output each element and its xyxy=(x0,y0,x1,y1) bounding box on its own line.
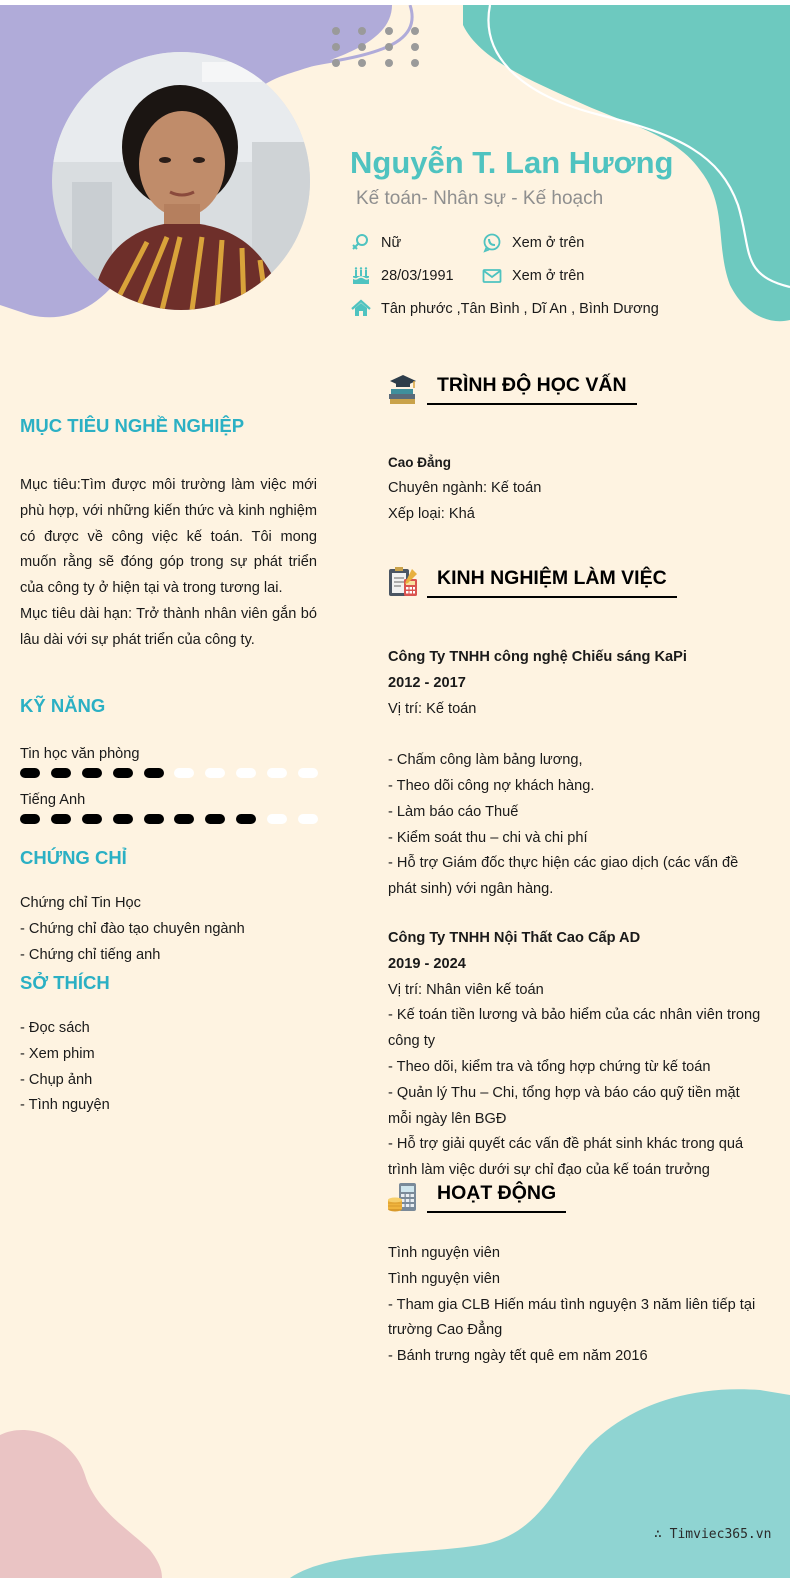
skill-segment-filled xyxy=(82,768,102,778)
skill-name: Tin học văn phòng xyxy=(20,746,140,762)
coins-calculator-icon xyxy=(386,1180,420,1214)
address-value: Tân phước ,Tân Bình , Dĩ An , Bình Dương xyxy=(381,301,659,317)
skill-segment-filled xyxy=(144,768,164,778)
skill-segment-empty xyxy=(236,768,256,778)
skill-segment-empty xyxy=(298,768,318,778)
job-duty: - Làm báo cáo Thuế xyxy=(388,803,519,820)
skill-level-bar xyxy=(20,814,318,824)
certificate-item: - Chứng chỉ đào tạo chuyên ngành xyxy=(20,920,245,937)
job-title: Kế toán- Nhân sự - Kế hoạch xyxy=(356,188,604,209)
objective-long-term: Mục tiêu dài hạn: Trở thành nhân viên gắn bó lâu dài với sự phát triển của công ty. xyxy=(20,605,317,648)
skill-segment-filled xyxy=(113,814,133,824)
hobbies-list xyxy=(20,1016,110,1119)
skill-segment-filled xyxy=(51,814,71,824)
skill-level-bar xyxy=(20,768,318,778)
skill-segment-filled xyxy=(51,768,71,778)
skill-segment-filled xyxy=(205,814,225,824)
skills-heading: KỸ NĂNG xyxy=(20,695,106,716)
gender-female-icon xyxy=(350,232,372,254)
experience-header xyxy=(386,565,677,599)
skill-segment-filled xyxy=(20,814,40,824)
birthday-cake-icon xyxy=(350,265,372,287)
envelope-icon xyxy=(481,265,503,287)
job-position: Vị trí: Kế toán xyxy=(388,700,477,717)
experience-heading: KINH NGHIỆM LÀM VIỆC xyxy=(427,567,677,598)
skill-segment-empty xyxy=(298,814,318,824)
hobby-item: - Chụp ảnh xyxy=(20,1071,93,1088)
candidate-name: Nguyễn T. Lan Hương xyxy=(350,145,674,180)
email-row xyxy=(481,265,584,287)
email-value: Xem ở trên xyxy=(512,268,585,284)
objective-short-term: Mục tiêu:Tìm được môi trường làm việc mới phù hợp, với những kiến thức và kinh nghiệm có được về công việc kế toán. Tôi mong muốn rằng sẽ đóng góp trong sự phát triển của công ty ở hiện tại và trong tương lai. xyxy=(20,477,317,597)
objective-text xyxy=(20,473,317,654)
job-position: Vị trí: Nhân viên kế toán xyxy=(388,981,544,998)
job-company: Công Ty TNHH công nghệ Chiếu sáng KaPi xyxy=(388,649,687,665)
job-duty: - Hỗ trợ giải quyết các vấn đề phát sinh khác trong quá trình làm việc dưới sự chỉ đạo của kế toán trưởng xyxy=(388,1136,744,1179)
activity-item: - Bánh trưng ngày tết quê em năm 2016 xyxy=(388,1348,648,1365)
certificate-item: Chứng chỉ Tin Học xyxy=(20,895,141,911)
education-heading: TRÌNH ĐỘ HỌC VẤN xyxy=(427,374,637,405)
skill-segment-empty xyxy=(174,768,194,778)
hobby-item: - Đọc sách xyxy=(20,1020,90,1036)
experience-job-2 xyxy=(388,926,766,1184)
skill-segment-filled xyxy=(20,768,40,778)
birthday-value: 28/03/1991 xyxy=(381,268,454,284)
job-duty: - Chấm công làm bảng lương, xyxy=(388,752,583,769)
job-duty: - Kiểm soát thu – chi và chi phí xyxy=(388,829,588,846)
skill-segment-filled xyxy=(113,768,133,778)
home-icon xyxy=(350,298,372,320)
job-duty: - Theo dõi, kiểm tra và tổng hợp chứng từ kế toán xyxy=(388,1058,711,1075)
experience-job-1 xyxy=(388,645,766,903)
education-details xyxy=(388,450,766,527)
address-row xyxy=(350,298,659,320)
skill-segment-filled xyxy=(144,814,164,824)
skill-segment-filled xyxy=(236,814,256,824)
activity-item: Tình nguyện viên xyxy=(388,1270,500,1287)
phone-row xyxy=(481,232,584,254)
gender-row xyxy=(350,232,401,254)
certificates-list xyxy=(20,891,245,968)
hobbies-heading: SỞ THÍCH xyxy=(20,972,110,993)
skill-segment-empty xyxy=(205,768,225,778)
certificate-item: - Chứng chỉ tiếng anh xyxy=(20,946,161,963)
job-duty: - Kế toán tiền lương và bảo hiểm của các nhân viên trong công ty xyxy=(388,1007,761,1050)
skill-segment-filled xyxy=(82,814,102,824)
gender-value: Nữ xyxy=(381,235,402,251)
hobby-item: - Tình nguyện xyxy=(20,1097,110,1114)
activity-item: Tình nguyện viên xyxy=(388,1245,500,1261)
phone-value: Xem ở trên xyxy=(512,235,585,251)
job-company: Công Ty TNHH Nội Thất Cao Cấp AD xyxy=(388,930,641,946)
activities-header xyxy=(386,1180,566,1214)
hobby-item: - Xem phim xyxy=(20,1045,95,1062)
job-period: 2019 - 2024 xyxy=(388,955,466,972)
graduation-cap-books-icon xyxy=(386,372,420,406)
cv-paper xyxy=(0,5,790,1578)
profile-photo xyxy=(52,52,310,310)
phone-icon xyxy=(481,232,503,254)
job-period: 2012 - 2017 xyxy=(388,674,466,691)
activity-item: - Tham gia CLB Hiến máu tình nguyện 3 năm liên tiếp tại trường Cao Đẳng xyxy=(388,1296,756,1339)
skill-segment-filled xyxy=(174,814,194,824)
education-rank: Xếp loại: Khá xyxy=(388,505,475,522)
site-watermark: ∴ Timviec365.vn xyxy=(654,1527,772,1542)
skill-name: Tiếng Anh xyxy=(20,792,86,808)
job-duty: - Quản lý Thu – Chi, tổng hợp và báo cáo quỹ tiền mặt mỗi ngày lên BGĐ xyxy=(388,1084,740,1127)
certificates-heading: CHỨNG CHỈ xyxy=(20,847,127,868)
clipboard-calculator-icon xyxy=(386,565,420,599)
education-school: Cao Đẳng xyxy=(388,455,452,470)
job-duty: - Hỗ trợ Giám đốc thực hiện các giao dịch (các vấn đề phát sinh) với ngân hàng. xyxy=(388,855,739,898)
birthday-row xyxy=(350,265,454,287)
objective-heading: MỤC TIÊU NGHỀ NGHIỆP xyxy=(20,415,245,436)
activities-list xyxy=(388,1241,766,1370)
education-header xyxy=(386,372,637,406)
skill-segment-empty xyxy=(267,768,287,778)
job-duty: - Theo dõi công nợ khách hàng. xyxy=(388,777,595,794)
skill-segment-empty xyxy=(267,814,287,824)
education-major: Chuyên ngành: Kế toán xyxy=(388,479,542,496)
activities-heading: HOẠT ĐỘNG xyxy=(427,1182,566,1213)
